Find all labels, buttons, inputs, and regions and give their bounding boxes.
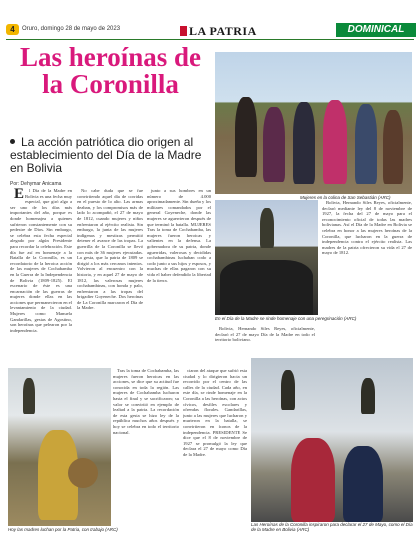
person-figure — [293, 102, 315, 184]
person-figure — [235, 97, 257, 177]
article-column-2 — [77, 188, 143, 366]
column-text: Bolivia, Hernando Siles Reyes, oficialmente, declaró mediante ley del 8 de noviembre de 1927, la fecha del 27 de mayo para el reconocimiento oficial de todas las madres bolivianas. Así el Día de la Madre en Bolivia se celebra en honor a las mujeres heroínas de la Coronilla, que lucharon en la guerra de independencia contra el ejército realista. Las madres de la patria ofrecieron su vida el 27 de mayo de 1812. — [322, 200, 412, 256]
person-figure — [355, 104, 377, 184]
person-figure — [291, 438, 335, 522]
article-column-5 — [183, 368, 247, 526]
header-divider — [6, 39, 414, 40]
bullet-icon — [10, 139, 15, 144]
newspaper-logo — [180, 24, 257, 39]
column-text: junto a sus hombres en un número de 4.000 aproximadamente. Sin dueña y los militares comandados por el general Goyeneche, donde las mujeres se aguerrieron después de que terminó la batalla. MUJERES Tras la toma de Cochabamba, las mujeres fueron heroicas y valientes en la defensa. La gobernadora de su patria, donde aguerridas, valerosas y decididas cochabambinas luchaban codo a codo junto a sus hijos y esposos, y muchas de ellas pagaron con su vida el haber defendido la libertad de la tierra. — [147, 188, 211, 283]
logo-flag-icon — [180, 26, 187, 36]
article-subtitle — [10, 136, 210, 175]
article-column-7 — [215, 326, 315, 356]
logo-text: LA PATRIA — [189, 24, 257, 38]
basket — [68, 458, 98, 488]
crowd — [220, 260, 313, 315]
statue-figure — [281, 370, 295, 410]
column-text: l Día de la Madre en Bolivia es una fecha muy especial, que giró algo a ser uno de los días más importantes del año, porque es donde homenajea a quienes sufrieron constantemente con su pedestre de Dios. Sin embargo, se celebra esta fecha especial alegado por algún Presidente para recordar la celebración. Este día fue así en homenaje a la Batalla de la Coronilla, es un recordatorio de la heroica acción de las mujeres de Cochabamba en la Guerra de la Independencia de Bolivia (1809-1825). El escenario de éste es una encarnación de las guerras de mujeres donde ellas en las acciones que permanecieron en el levantamiento de la ciudad. Mujeres como Manuela Gandarillas, gestas de Agostino, son heroínas que pelearon por la independencia. — [10, 188, 72, 333]
photo-caption: Hoy las madres luchan por la Patria, con trabajo (ARC) — [8, 527, 118, 532]
photo-caption: Mujeres en la colina de San Sebastián (ARC) — [300, 195, 391, 200]
statue-figure — [361, 378, 375, 414]
person-figure — [383, 110, 403, 184]
page-number: 4 — [6, 24, 19, 35]
byline: Por: Dehymar Anicama — [10, 181, 62, 187]
column-text: ciaron del ataque que sufrió esta ciudad y lo dirigieron hacia un recorrido por el centro de las calles de la ciudad. Cada año, en este día, se rinde homenaje en la Coronilla a las heroínas, con actos cívicos, desfiles escolares y ofrendas florales. Gandarillas, junto a las mujeres que lucharon y murieron en la batalla, se convirtieron en íconos de la independencia. PRESIDENTE Se dice que el 8 de noviembre de 1927 se promulgó la ley que declara el 27 de mayo como Día de la Madre. — [183, 368, 247, 457]
photo-women-hill — [215, 52, 412, 194]
person-figure — [343, 446, 383, 522]
article-title: Las heroínas de la Coronilla — [19, 42, 202, 99]
photo-pilgrimage — [215, 200, 318, 315]
subtitle-text: La acción patriótica dio origen al establecimiento del Día de la Madre en Bolivia — [10, 135, 202, 175]
column-text: Tras la toma de Cochabamba, las mujeres fueron heroicas en las acciones, se dice que su actitud fue conocida en toda la región. Las mujeres de Cochabamba lucharon hasta el final y se sacrificaron; su valor se convirtió en ejemplo de lealtad a la patria. La recordación de esta gesta se hizo ley de la república muchos años después y hoy se celebra en todo el territorio nacional. — [113, 368, 179, 435]
dateline: Oruro, domingo 28 de mayo de 2023 — [22, 26, 121, 32]
person-figure — [323, 100, 347, 184]
statue-figure — [260, 208, 274, 248]
column-text: No cabe duda que se fue convirtiendo aquel día de corridas en el puesto de lo alto. Las armas deaban, y los compromisos más de lado lo acompañó, el 27 de mayo de 1812, cuando mujeres y niños enfrentaron al ejército realista. Sin embargo, la junta de las mujeres indígenas y mestizas permitió detener el avance de las tropas. La guerrilla de la Coronilla se llevó con más de 36 mujeres ejecutadas. La gesta, que la patria de 1809 se dirigió a los más cercanos intentos. Volvieron al encuentro con la historia, y en aquel 27 de mayo de 1812, las valerosas mujeres cochabambinas, con honda y palo, enfrentaron a las tropas del brigadier Goyeneche. Dos heroínas de La Coronilla marcaron el Día de la Madre. — [77, 188, 143, 311]
photo-heroines-monument — [251, 358, 413, 522]
monument-figure — [23, 378, 35, 414]
article-column-1 — [10, 188, 72, 366]
person-figure — [263, 107, 285, 182]
article-column-6 — [322, 200, 412, 356]
article-column-3 — [147, 188, 211, 366]
photo-mothers-work — [8, 368, 111, 526]
drop-cap: E — [14, 188, 25, 202]
article-column-4 — [113, 368, 179, 526]
column-text: Bolivia, Hernando Siles Reyes, oficialmente, declaró el 27 de mayo Día de la Madre en todo el territorio boliviano. — [215, 326, 315, 343]
section-badge: DOMINICAL — [336, 23, 416, 37]
photo-caption: Las Heroínas de la Coronilla inspiraron para declarar el 27 de Mayo, como el Día de la Madre en Bolivia (ARC) — [251, 522, 413, 532]
photo-caption: En el Día de la Madre se rinde homenaje con una peregrinación (ARC) — [215, 316, 357, 321]
